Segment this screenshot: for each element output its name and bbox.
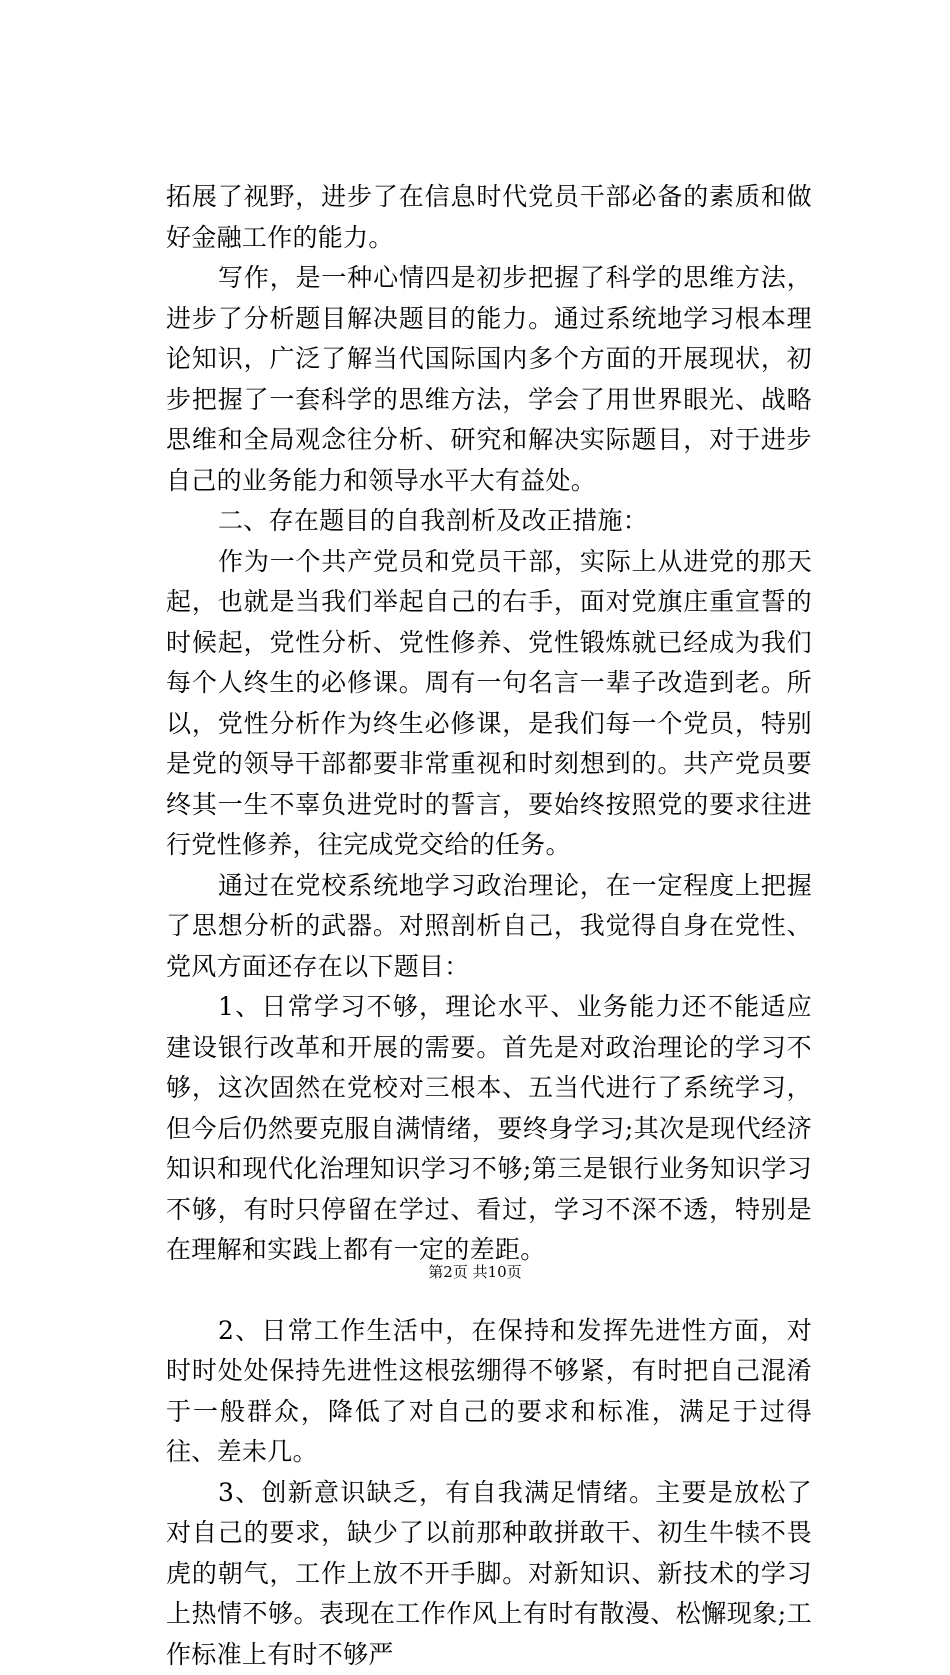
section-heading-self-analysis: 二、存在题目的自我剖析及改正措施： [166, 501, 812, 542]
paragraph-2: 写作，是一种心情四是初步把握了科学的思维方法，进步了分析题目解决题目的能力。通过系统地学习根本理论知识，广泛了解当代国际国内多个方面的开展现状，初步把握了一套科学的思维方法，学会了用世界眼光、战略思维和全局观念往分析、研究和解决实际题目，对于进步自己的业务能力和领导水平大有益处。 [166, 258, 812, 501]
list-item-2: 2、日常工作生活中，在保持和发挥先进性方面，对时时处处保持先进性这根弦绷得不够紧，有时把自己混淆于一般群众，降低了对自己的要求和标准，满足于过得往、差未几。 [166, 1311, 812, 1473]
paragraph-1: 拓展了视野，进步了在信息时代党员干部必备的素质和做好金融工作的能力。 [166, 177, 812, 258]
page-number-footer: 第2页 共10页 [0, 1262, 950, 1282]
list-item-3: 3、创新意识缺乏，有自我满足情绪。主要是放松了对自己的要求，缺少了以前那种敢拼敢干、初生牛犊不畏虎的朝气，工作上放不开手脚。对新知识、新技术的学习上热情不够。表现在工作作风上有时有散漫、松懈现象;工作标准上有时不够严 [166, 1473, 812, 1675]
paragraph-4: 作为一个共产党员和党员干部，实际上从进党的那天起，也就是当我们举起自己的右手，面对党旗庄重宣誓的时候起，党性分析、党性修养、党性锻炼就已经成为我们每个人终生的必修课。周有一句名言一辈子改造到老。所以，党性分析作为终生必修课，是我们每一个党员，特别是党的领导干部都要非常重视和时刻想到的。共产党员要终其一生不辜负进党时的誓言，要始终按照党的要求往进行党性修养，往完成党交给的任务。 [166, 542, 812, 866]
list-item-1: 1、日常学习不够，理论水平、业务能力还不能适应建设银行改革和开展的需要。首先是对政治理论的学习不够，这次固然在党校对三根本、五当代进行了系统学习，但今后仍然要克服自满情绪，要终身学习;其次是现代经济知识和现代化治理知识学习不够;第三是银行业务知识学习不够，有时只停留在学过、看过，学习不深不透，特别是在理解和实践上都有一定的差距。 [166, 987, 812, 1271]
document-body [166, 177, 812, 1675]
paragraph-5: 通过在党校系统地学习政治理论，在一定程度上把握了思想分析的武器。对照剖析自己，我觉得自身在党性、党风方面还存在以下题目： [166, 866, 812, 988]
